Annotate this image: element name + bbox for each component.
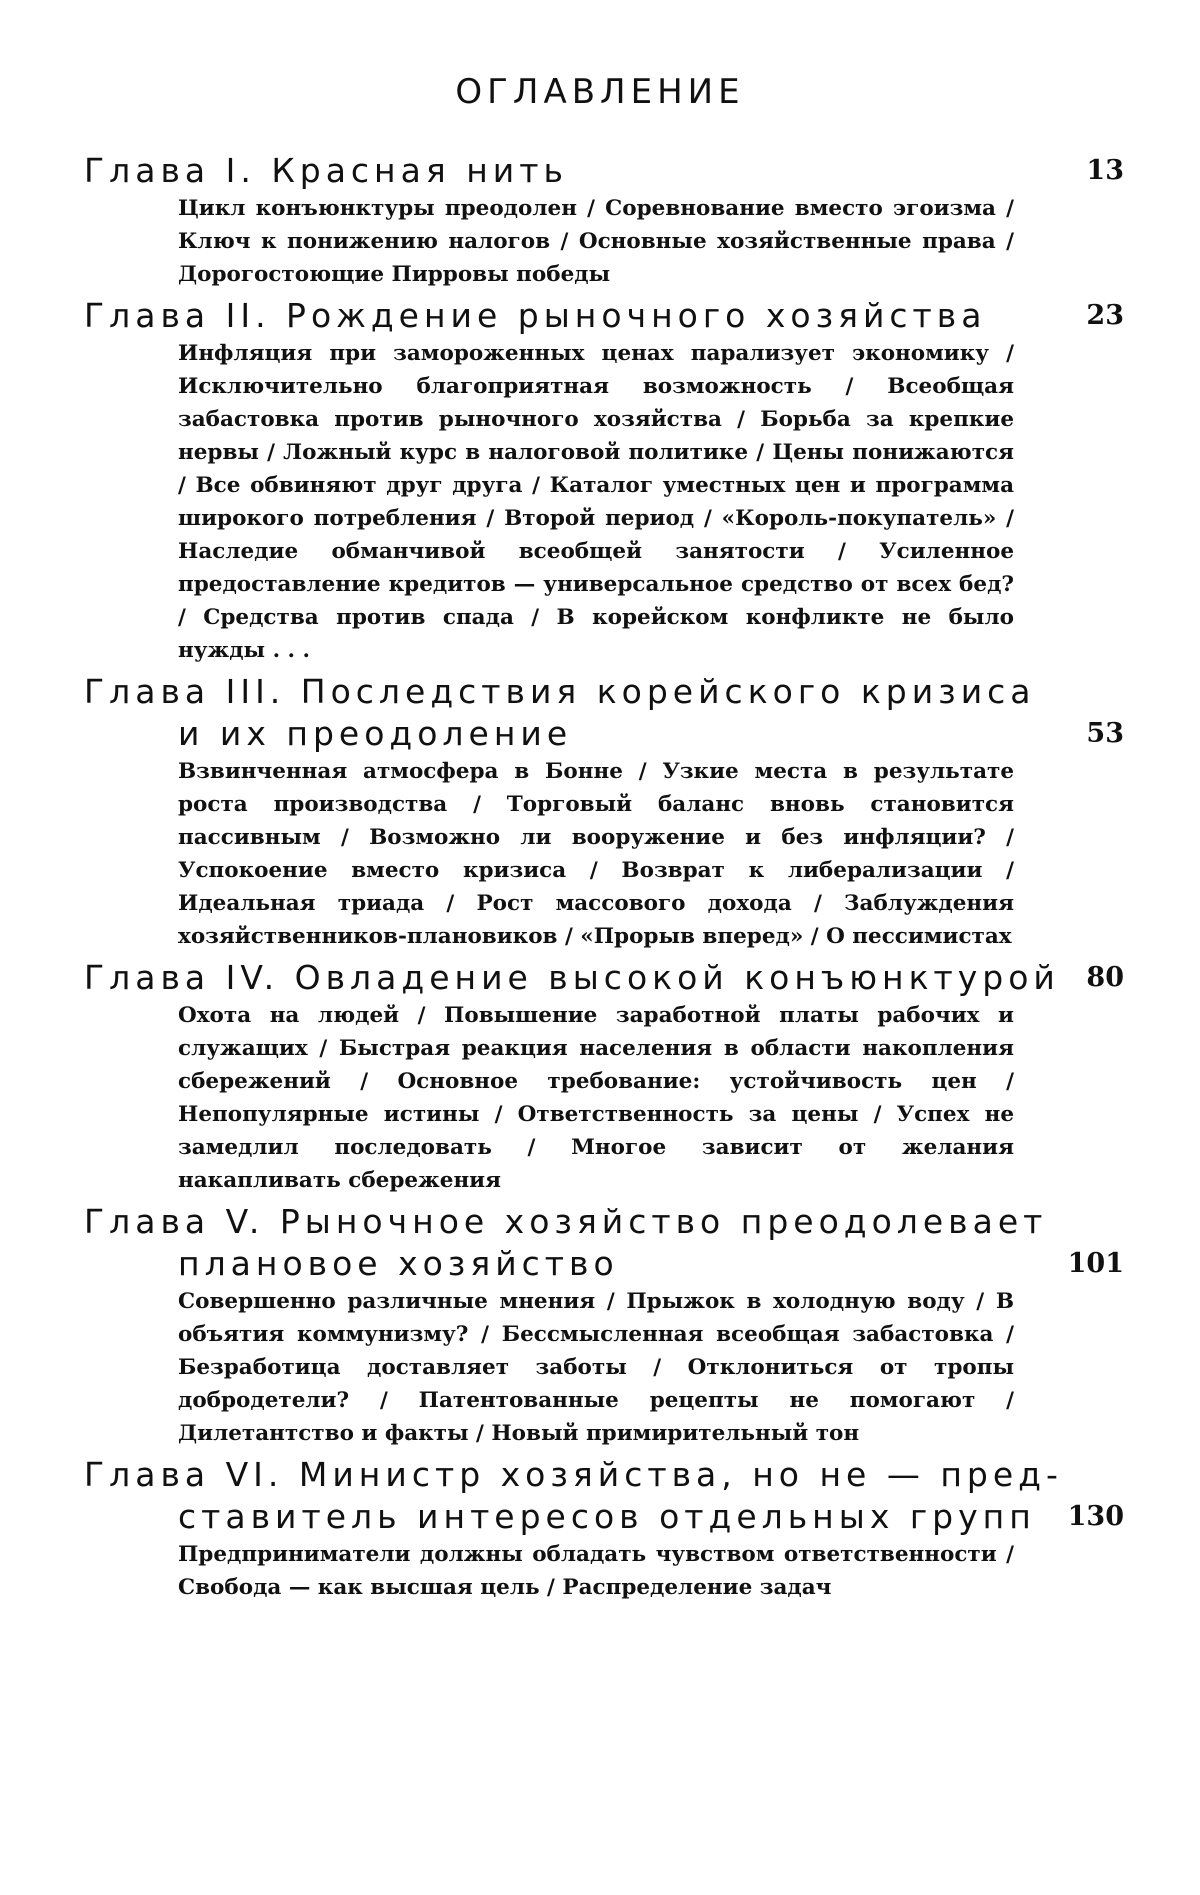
chapter-heading-line-1: Глава VI. Министр хозяйства, но не — пред- xyxy=(84,1455,1063,1494)
chapter-heading-line-1: Глава V. Рыночное хозяйство преодолевает xyxy=(84,1202,1048,1241)
chapter-heading-line-1: Глава III. Последствия корейского кризиса xyxy=(84,672,1036,711)
toc-title: ОГЛАВЛЕНИЕ xyxy=(455,72,745,112)
toc-entry-chapter-4 xyxy=(84,957,1124,1197)
chapter-heading-row xyxy=(84,150,1124,192)
toc-entry-chapter-1 xyxy=(84,150,1124,291)
chapter-description: Предприниматели должны обладать чувством ответственности / Свобода — как высшая цель / Распределение задач xyxy=(178,1542,1014,1600)
chapter-heading-row xyxy=(84,1201,1124,1285)
toc-entry-chapter-5 xyxy=(84,1201,1124,1450)
chapter-heading-line-1: Глава II. Рождение рыночного хозяйства xyxy=(84,296,987,335)
chapter-page-number: 13 xyxy=(1086,155,1124,186)
chapter-heading-line-1: Глава I. Красная нить xyxy=(84,151,568,190)
chapter-page-number: 23 xyxy=(1086,300,1124,331)
chapter-heading xyxy=(84,295,1014,337)
chapter-heading xyxy=(84,957,1060,999)
chapter-heading xyxy=(84,1454,1063,1538)
chapter-description: Охота на людей / Повышение заработной платы рабочих и служащих / Быстрая реакция населения в области накопления сбережений / Основное требование: устойчивость цен / Непопулярные истины / Ответственность за цены / Успех не замедлил последовать / Многое зависит от желания накапливать сбережения xyxy=(178,1003,1014,1193)
chapter-heading xyxy=(84,671,1036,755)
chapter-heading xyxy=(84,1201,1048,1285)
chapter-heading-row xyxy=(84,295,1124,337)
chapter-heading-line-1: Глава IV. Овладение высокой конъюнктурой xyxy=(84,958,1060,997)
chapter-page-number: 80 xyxy=(1086,962,1124,993)
chapter-description: Совершенно различные мнения / Прыжок в холодную воду / В объятия коммунизму? / Бессмысленная всеобщая забастовка / Безработица доставляет заботы / Отклониться от тропы добродетели? / Патентованные рецепты не помогают / Дилетантство и факты / Новый примирительный тон xyxy=(178,1289,1014,1446)
chapter-description: Цикл конъюнктуры преодолен / Соревнование вместо эгоизма / Ключ к понижению налогов / Основные хозяйственные права / Дорогостоющие Пирровы победы xyxy=(178,196,1014,287)
chapter-page-number: 130 xyxy=(1067,1501,1124,1532)
toc-entries xyxy=(84,150,1124,1608)
chapter-heading-row xyxy=(84,1454,1124,1538)
chapter-heading xyxy=(84,150,1014,192)
chapter-page-number: 101 xyxy=(1067,1248,1124,1279)
chapter-page-number: 53 xyxy=(1086,718,1124,749)
toc-entry-chapter-2 xyxy=(84,295,1124,667)
chapter-heading-line-2: и их преодоление xyxy=(178,714,573,753)
chapter-description: Инфляция при замороженных ценах парализует экономику / Исключительно благоприятная возможность / Всеобщая забастовка против рыночного хозяйства / Борьба за крепкие нервы / Ложный курс в налоговой политике / Цены понижаются / Все обвиняют друг друга / Каталог уместных цен и программа широкого потребления / Второй период / «Король-покупатель» / Наследие обманчивой всеобщей занятости / Усиленное предоставление кредитов — универсальное средство от всех бед? / Средства против спада / В корейском конфликте не было нужды . . . xyxy=(178,341,1014,663)
chapter-description: Взвинченная атмосфера в Бонне / Узкие места в результате роста производства / Торговый баланс вновь становится пассивным / Возможно ли вооружение и без инфляции? / Успокоение вместо кризиса / Возврат к либерализации / Идеальная триада / Рост массового дохода / Заблуждения хозяйственников-плановиков / «Прорыв вперед» / О пессимистах xyxy=(178,759,1014,949)
chapter-heading-row xyxy=(84,671,1124,755)
chapter-heading-row xyxy=(84,957,1124,999)
chapter-heading-line-2: плановое хозяйство xyxy=(178,1244,619,1283)
toc-entry-chapter-3 xyxy=(84,671,1124,953)
chapter-heading-line-2: ставитель интересов отдельных групп xyxy=(178,1497,1036,1536)
toc-entry-chapter-6 xyxy=(84,1454,1124,1604)
